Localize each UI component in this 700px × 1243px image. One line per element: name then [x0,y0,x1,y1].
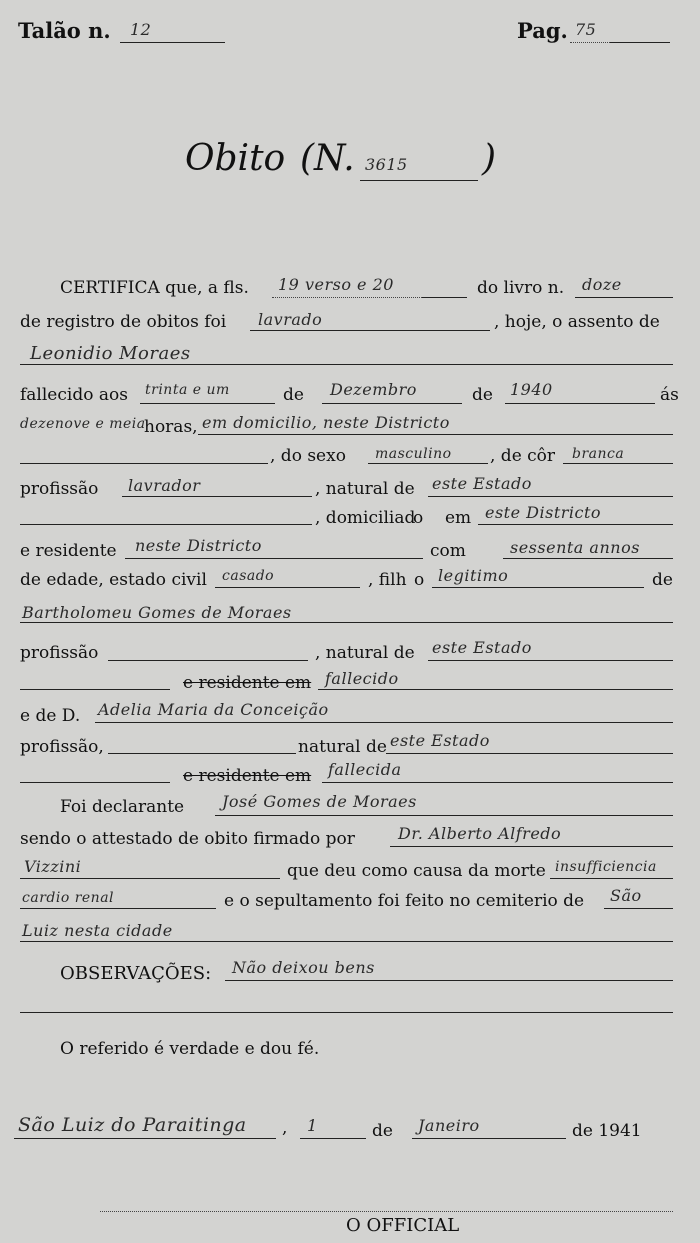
blank-line-13 [20,689,170,690]
causa-label: que deu como causa da morte [287,861,546,881]
domicilio-line [478,524,673,525]
profissao3-line [108,753,296,754]
horas-label: horas, [144,417,198,437]
observacoes-value: Não deixou bens [232,958,375,977]
fls-value: 19 verso e 20 [278,275,394,294]
certifica-text: CERTIFICA que, a fls. [60,278,249,298]
medico-value: Dr. Alberto Alfredo [398,824,562,843]
verdade-text: O referido é verdade e dou fé. [60,1039,320,1059]
cor-line [563,463,673,464]
mae-label: e de D. [20,706,81,726]
sepultamento-label: e o sepultamento foi feito no cemiterio de [224,891,585,911]
observacoes-label: OBSERVAÇÕES: [60,963,212,984]
domiciliado-label: , domiciliad [315,508,416,528]
sexo-label: , do sexo [270,446,346,466]
com-label: com [430,541,466,561]
natural-value: este Estado [432,474,532,493]
declarante-value: José Gomes de Moraes [222,792,417,811]
signature-line [100,1211,673,1212]
ano-line [505,403,655,404]
causa-value-2: cardio renal [22,890,115,906]
attestado-label: sendo o attestado de obito firmado por [20,829,355,849]
title-prefix: Obito [185,138,286,179]
mes-line [322,403,462,404]
pag-label: Pag. [517,18,568,43]
talao-line [120,42,225,43]
profissao2-label: profissão [20,643,99,663]
pai-line [20,622,673,623]
certificate-number: 3615 [365,155,408,174]
mae-residente-value: fallecida [328,760,402,779]
profissao3-label: profissão, [20,737,104,757]
declarante-label: Foi declarante [60,797,185,817]
de1: de [283,385,304,405]
livro-label: do livro n. [477,278,565,298]
local-value: em domicilio, neste Districto [202,413,450,432]
filiacao-line [432,587,644,588]
profissao-value: lavrador [128,476,201,495]
foi-line [250,330,490,331]
filh-label: , filh [368,570,407,590]
cor-value: branca [572,446,625,462]
declarante-line [215,815,673,816]
month-value: Janeiro [418,1116,480,1135]
pai-value: Bartholomeu Gomes de Moraes [22,603,292,622]
talao-value: 12 [130,20,152,39]
blank-line-6 [20,463,268,464]
mae-line [95,722,673,723]
de4: de [372,1121,393,1141]
title-close: ) [482,138,497,179]
talao-label: Talão n. [18,18,111,43]
official-label: O OFFICIAL [346,1215,460,1236]
observacoes-line-2 [20,1012,673,1013]
pag-line [610,42,670,43]
local-line [198,434,673,435]
pai-natural-value: este Estado [432,638,532,657]
title-open: (N. [300,138,355,179]
profissao2-line [108,660,308,661]
fallecido-label: fallecido aos [20,385,128,405]
place-value: São Luiz do Paraitinga [18,1114,247,1136]
blank-line-16 [20,782,170,783]
name-line [20,364,673,365]
de2: de [472,385,493,405]
medico-line [390,846,673,847]
observacoes-line [225,980,673,981]
em-label: em [445,508,472,528]
dia-value: trinta e um [145,382,230,398]
pag-value: 75 [575,20,597,39]
cor-label: , de côr [490,446,556,466]
pai-residente-line [318,689,673,690]
dia-line [140,403,275,404]
ano-value: 1940 [510,380,553,399]
blank-line-8 [20,524,312,525]
mae-natural-line [386,753,673,754]
civil-line [215,587,360,588]
sexo-line [368,463,488,464]
day-line [300,1138,366,1139]
registro-text: de registro de obitos foi [20,312,227,332]
pai-residente-label: e residente em [183,673,312,693]
mae-value: Adelia Maria da Conceição [98,700,329,719]
year-text: de 1941 [572,1121,642,1141]
fls-dots [272,297,422,298]
livro-value: doze [582,275,622,294]
natural-label: , natural de [315,479,415,499]
cemiterio-line-2 [20,941,673,942]
de3: de [652,570,673,590]
number-line [360,180,478,181]
mae-residente-line [322,782,673,783]
hoje-text: , hoje, o assento de [494,312,660,332]
idade-value: sessenta annos [510,538,640,557]
as-label: ás [660,385,679,405]
pag-dots [570,42,610,43]
residente-value: neste Districto [135,536,262,555]
medico-line-2 [20,878,280,879]
domiciliado-suffix: o [413,508,424,528]
civil-value: casado [222,568,275,584]
place-comma: , [282,1118,288,1138]
cemiterio-value: São [610,886,642,905]
profissao-label: profissão [20,479,99,499]
pai-natural-line [428,660,673,661]
sexo-value: masculino [375,446,452,462]
day-value: 1 [307,1116,318,1135]
horas-value: dezenove e meia [20,416,146,432]
residente-label: e residente [20,541,117,561]
natural3-label: natural de [298,737,387,757]
mae-natural-value: este Estado [390,731,490,750]
causa-value: insufficiencia [555,859,657,875]
profissao-line [122,496,312,497]
edade-label: de edade, estado civil [20,570,207,590]
deceased-name: Leonidio Moraes [30,343,191,364]
natural2-label: , natural de [315,643,415,663]
mes-value: Dezembro [330,380,417,399]
pai-residente-value: fallecido [325,669,399,688]
filiacao-value: legitimo [438,566,509,585]
domicilio-value: este Districto [485,503,602,522]
foi-value: lavrado [258,310,323,329]
mae-residente-label: e residente em [183,766,312,786]
causa-line-2 [20,908,216,909]
month-line [412,1138,566,1139]
livro-line [575,297,673,298]
idade-line [503,558,673,559]
cemiterio-value-2: Luiz nesta cidade [22,921,173,940]
cemiterio-line [604,908,673,909]
natural-line [428,496,673,497]
fls-line [422,297,467,298]
causa-line [550,878,673,879]
medico-value-2: Vizzini [24,857,82,876]
place-line [14,1138,276,1139]
filh-suffix: o [414,570,425,590]
residente-line [125,558,423,559]
